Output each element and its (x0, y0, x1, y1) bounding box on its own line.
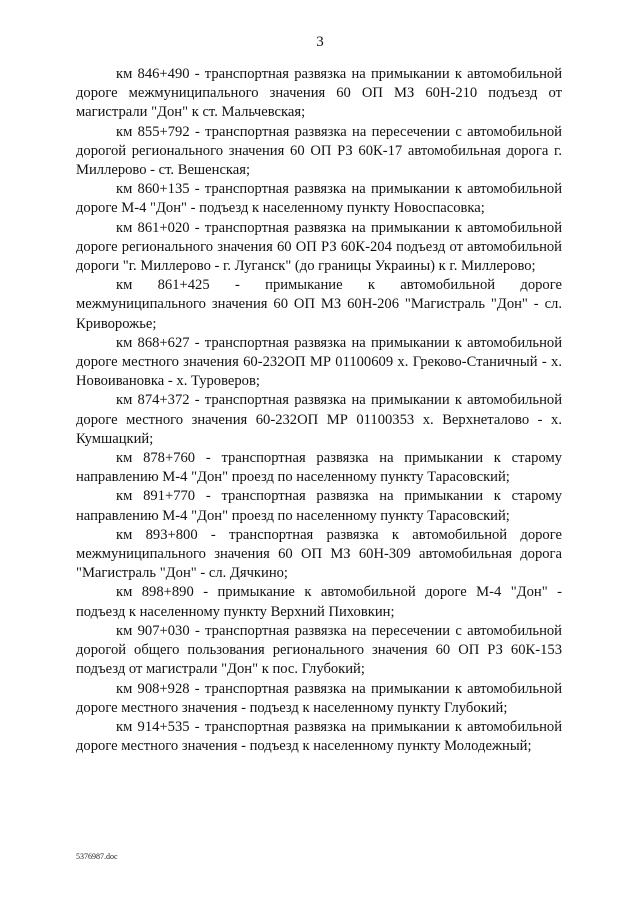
paragraph-km-861-425: км 861+425 - примыкание к автомобильной дороге межмуниципального значения 60 ОП МЗ 60Н-206 "Магистраль "Дон" - сл. Криворожье; (76, 277, 562, 332)
paragraph-km-908: км 908+928 - транспортная развязка на примыкании к автомобильной дороге местного значения - подъезд к населенному пункту Глубокий; (76, 680, 562, 716)
paragraph-km-868: км 868+627 - транспортная развязка на примыкании к автомобильной дороге местного значения 60-232ОП МР 01100609 х. Греково-Станичный - х. Новоивановка - х. Туроверов; (76, 334, 562, 390)
paragraph-km-898: км 898+890 - примыкание к автомобильной дороге М-4 "Дон" - подъезд к населенному пункту Верхний Пиховкин; (76, 584, 562, 620)
document-body (76, 65, 562, 756)
paragraph-km-907: км 907+030 - транспортная развязка на пересечении с автомобильной дорогой общего пользования регионального значения 60 ОП РЗ 60К-153 подъезд от магистрали "Дон" к пос. Глубокий; (76, 622, 562, 678)
paragraph-km-878: км 878+760 - транспортная развязка на примыкании к старому направлению М-4 "Дон" проезд по населенному пункту Тарасовский; (76, 450, 562, 486)
paragraph-km-860: км 860+135 - транспортная развязка на примыкании к автомобильной дороге М-4 "Дон" - подъезд к населенному пункту Новоспасовка; (76, 181, 562, 217)
paragraph-km-861-020: км 861+020 - транспортная развязка на примыкании к автомобильной дороге регионального значения 60 ОП РЗ 60К-204 подъезд от автомобильной дороги "г. Миллерово - г. Луганск" (до границы Украины) к г. Миллерово; (76, 219, 562, 275)
paragraph-km-914: км 914+535 - транспортная развязка на примыкании к автомобильной дороге местного значения - подъезд к населенному пункту Молодежный; (76, 718, 562, 755)
file-name-footer: 5376987.doc (76, 852, 118, 861)
paragraph-km-846: км 846+490 - транспортная развязка на примыкании к автомобильной дороге межмуниципального значения 60 ОП МЗ 60Н-210 подъезд от магистрали "Дон" к ст. Мальчевская; (76, 66, 562, 121)
paragraph-km-874: км 874+372 - транспортная развязка на примыкании к автомобильной дороге местного значения 60-232ОП МР 01100353 х. Верхнеталово - х. Кумшацкий; (76, 392, 562, 447)
paragraph-km-891: км 891+770 - транспортная развязка на примыкании к старому направлению М-4 "Дон" проезд по населенному пункту Тарасовский; (76, 488, 562, 524)
paragraph-km-893: км 893+800 - транспортная развязка к автомобильной дороге межмуниципального значения 60 ОП МЗ 60Н-309 автомобильная дорога "Магистраль "Дон" - сл. Дячкино; (76, 526, 562, 582)
page-number: 3 (316, 34, 324, 50)
paragraph-km-855: км 855+792 - транспортная развязка на пересечении с автомобильной дорогой регионального значения 60 ОП РЗ 60К-17 автомобильная дорога г. Миллерово - ст. Вешенская; (76, 123, 562, 179)
